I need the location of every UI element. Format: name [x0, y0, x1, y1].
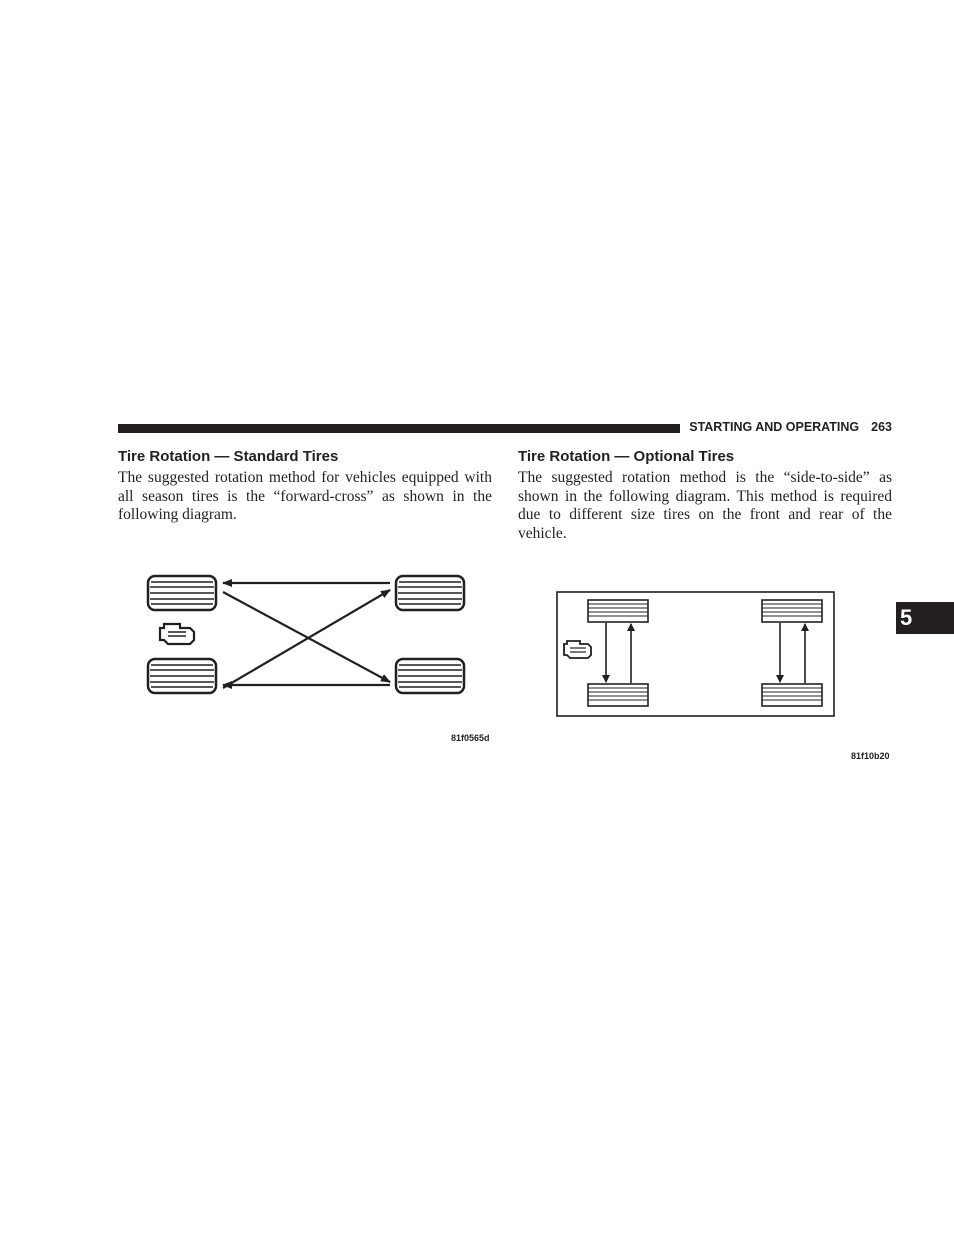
engine-icon	[160, 624, 194, 644]
tire-icon-left-top	[588, 600, 648, 622]
tire-icon-right-bottom	[762, 684, 822, 706]
tire-icon-rear-right	[396, 659, 464, 693]
header-rule	[118, 424, 680, 433]
standard-tires-heading: Tire Rotation — Standard Tires	[118, 448, 339, 465]
running-header	[686, 420, 892, 434]
side-to-side-diagram	[556, 591, 836, 719]
section-title: STARTING AND OPERATING	[689, 420, 860, 434]
page-number: 263	[871, 420, 892, 434]
forward-cross-diagram	[140, 566, 480, 706]
chapter-tab	[896, 602, 954, 634]
engine-icon	[564, 641, 591, 658]
tire-icon-right-top	[762, 600, 822, 622]
tire-icon-left-bottom	[588, 684, 648, 706]
right-column	[518, 447, 892, 543]
figure-code-left: 81f0565d	[451, 733, 490, 743]
optional-tires-text: The suggested rotation method is the “side-to-side” as shown in the following diagram. This method is required due to different size tires on the front and rear of the vehicle.	[518, 469, 892, 542]
figure-code-right: 81f10b20	[851, 751, 890, 761]
tire-icon-front-right	[396, 576, 464, 610]
tire-icon-front-left	[148, 576, 216, 610]
left-column	[118, 447, 492, 525]
optional-tires-heading: Tire Rotation — Optional Tires	[518, 448, 735, 465]
tire-icon-rear-left	[148, 659, 216, 693]
chapter-number: 5	[900, 605, 913, 630]
standard-tires-text: The suggested rotation method for vehicles equipped with all season tires is the “forward-cross” as shown in the following diagram.	[118, 469, 492, 524]
